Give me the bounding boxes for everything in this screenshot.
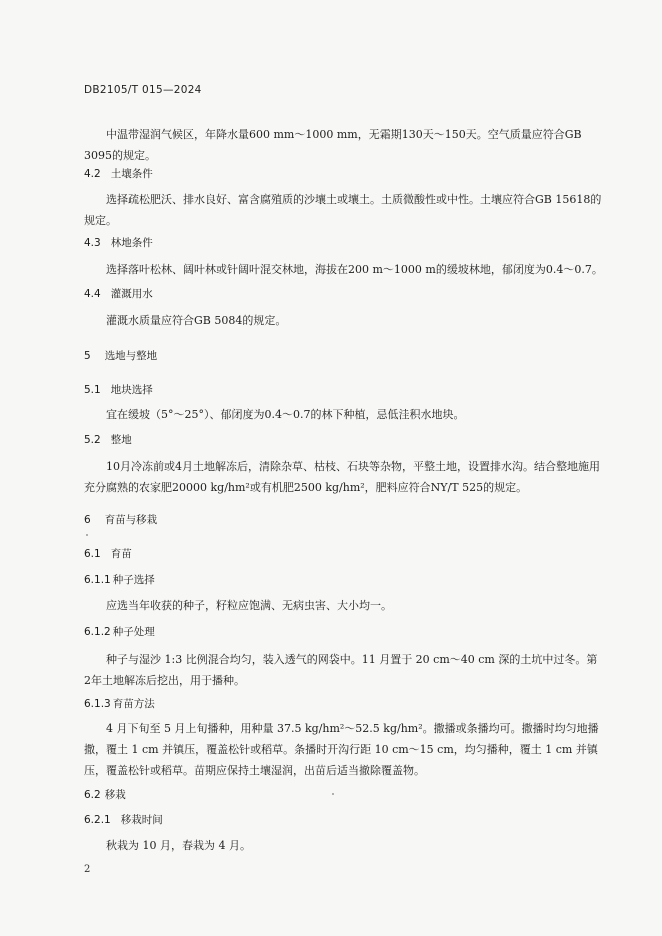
section-number: 5.2 bbox=[84, 434, 101, 446]
document-id: DB2105/T 015—2024 bbox=[84, 84, 202, 96]
subsection-heading-6-1-3 bbox=[84, 697, 155, 711]
section-heading-5-1 bbox=[84, 383, 153, 397]
subsection-heading-6-2-1 bbox=[84, 813, 163, 827]
subsection-heading-6-1-2 bbox=[84, 625, 155, 639]
section-title: 林地条件 bbox=[110, 237, 153, 249]
section-number: 5.1 bbox=[84, 384, 101, 396]
section-number: 4.2 bbox=[84, 168, 101, 180]
subsection-title: 种子处理 bbox=[112, 626, 155, 638]
chapter-title: 育苗与移栽 bbox=[104, 514, 158, 526]
section-heading-6-1 bbox=[84, 547, 132, 561]
section-heading-5-2 bbox=[84, 433, 132, 447]
paragraph-transplant-time: 秋栽为 10 月，春栽为 4 月。 bbox=[106, 839, 251, 852]
section-number: 6.2 bbox=[84, 789, 101, 801]
paragraph-irrigation: 灌溉水质量应符合GB 5084的规定。 bbox=[106, 314, 287, 327]
subsection-number: 6.1.2 bbox=[84, 626, 111, 638]
section-title: 移栽 bbox=[104, 789, 126, 801]
paragraph-land-preparation: 10月冷冻前或4月土地解冻后，清除杂草、枯枝、石块等杂物，平整土地，设置排水沟。结合整地施用充分腐熟的农家肥20000 kg/hm²或有机肥2500 kg/hm²，肥料应符合NY/T 525的规定。 bbox=[84, 460, 600, 494]
section-heading-4-4 bbox=[84, 287, 153, 301]
paragraph-climate: 中温带湿润气候区，年降水量600 mm～1000 mm，无霜期130天～150天。空气质量应符合GB 3095的规定。 bbox=[84, 128, 582, 162]
paragraph-plot-selection: 宜在缓坡（5°～25°）、郁闭度为0.4～0.7的林下种植，忌低洼积水地块。 bbox=[106, 408, 465, 421]
paragraph-forest: 选择落叶松林、阔叶林或针阔叶混交林地，海拔在200 m～1000 m的缓坡林地，郁闭度为0.4～0.7。 bbox=[106, 263, 603, 276]
section-title: 灌溉用水 bbox=[110, 288, 153, 300]
chapter-title: 选地与整地 bbox=[104, 350, 158, 362]
section-number: 6.1 bbox=[84, 548, 101, 560]
section-title: 育苗 bbox=[110, 548, 132, 560]
paragraph-soil: 选择疏松肥沃、排水良好、富含腐殖质的沙壤土或壤土。土质微酸性或中性。土壤应符合GB 15618的规定。 bbox=[84, 193, 602, 227]
section-title: 土壤条件 bbox=[110, 168, 153, 180]
subsection-title: 移栽时间 bbox=[120, 814, 163, 826]
chapter-heading-6 bbox=[84, 513, 157, 527]
page-number: 2 bbox=[84, 864, 91, 875]
scan-speck bbox=[86, 534, 88, 536]
subsection-title: 育苗方法 bbox=[112, 698, 155, 710]
chapter-number: 5 bbox=[84, 350, 91, 362]
chapter-number: 6 bbox=[84, 514, 91, 526]
section-number: 4.4 bbox=[84, 288, 101, 300]
subsection-title: 种子选择 bbox=[112, 574, 155, 586]
section-heading-4-2 bbox=[84, 167, 153, 181]
scan-speck bbox=[332, 793, 334, 795]
subsection-heading-6-1-1 bbox=[84, 573, 155, 587]
paragraph-seed-selection: 应选当年收获的种子，籽粒应饱满、无病虫害、大小均一。 bbox=[106, 599, 392, 612]
subsection-number: 6.1.1 bbox=[84, 574, 111, 586]
paragraph-seed-treatment: 种子与湿沙 1:3 比例混合均匀，装入透气的网袋中。11 月置于 20 cm～40 cm 深的土坑中过冬。第2年土地解冻后挖出，用于播种。 bbox=[84, 653, 598, 687]
section-heading-6-2 bbox=[84, 788, 126, 802]
section-heading-4-3 bbox=[84, 236, 153, 250]
paragraph-seedling-method: 4 月下旬至 5 月上旬播种，用种量 37.5 kg/hm²～52.5 kg/hm²。撒播或条播均可。撒播时均匀地播撒，覆土 1 cm 并镇压，覆盖松针或稻草。条播时开沟行距 10 cm～15 cm，均匀播种，覆土 1 cm 并镇压，覆盖松针或稻草。苗期应保持土壤湿润，出苗后适当撤除覆盖物。 bbox=[84, 722, 599, 777]
subsection-number: 6.1.3 bbox=[84, 698, 111, 710]
section-title: 地块选择 bbox=[110, 384, 153, 396]
section-title: 整地 bbox=[110, 434, 132, 446]
chapter-heading-5 bbox=[84, 349, 157, 363]
subsection-number: 6.2.1 bbox=[84, 814, 111, 826]
section-number: 4.3 bbox=[84, 237, 101, 249]
